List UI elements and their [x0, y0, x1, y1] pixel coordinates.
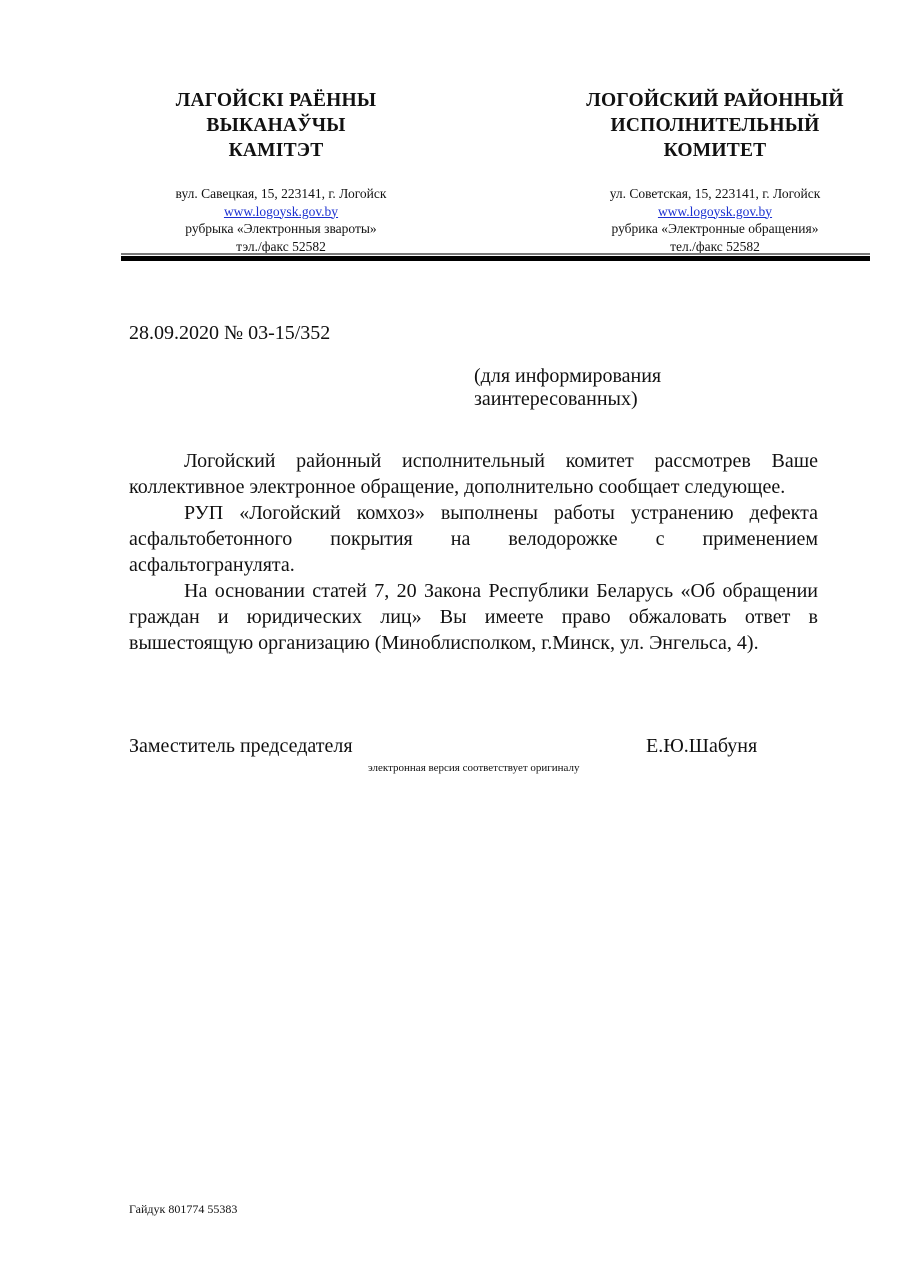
- org-name-line: ВЫКАНАЎЧЫ: [206, 115, 346, 136]
- addressee-line: заинтересованных): [474, 388, 638, 410]
- header-divider-thin: [121, 253, 870, 255]
- website-link[interactable]: www.logoysk.gov.by: [657, 203, 773, 219]
- rubric: рубрика «Электронные обращения»: [611, 221, 819, 236]
- body-paragraph: Логойский районный исполнительный комитет рассмотрев Ваше коллективное электронное обращение, дополнительно сообщает следующее.: [129, 450, 818, 498]
- phone: тел./факс 52582: [670, 238, 760, 254]
- letter-reference: 28.09.2020 № 03-15/352: [129, 322, 331, 344]
- org-name-line: ЛАГОЙСКІ РАЁННЫ: [175, 90, 377, 111]
- body-paragraph: РУП «Логойский комхоз» выполнены работы устранению дефекта асфальтобетонного покрытия на велодорожке с применением асфальтогранулята.: [129, 502, 818, 576]
- website-link[interactable]: www.logoysk.gov.by: [223, 203, 339, 219]
- electronic-version-note: электронная версия соответствует оригиналу: [368, 762, 580, 774]
- org-name-line: КАМІТЭТ: [228, 140, 324, 161]
- contacts-russian: [570, 185, 860, 255]
- phone: тэл./факс 52582: [236, 238, 326, 254]
- org-name-belarusian: [126, 88, 426, 163]
- org-name-line: ИСПОЛНИТЕЛЬНЫЙ: [610, 115, 820, 136]
- addressee-line: (для информирования: [474, 365, 662, 387]
- rubric: рубрыка «Электронныя звароты»: [185, 221, 377, 236]
- letter-body: [129, 448, 818, 656]
- addressee: [474, 365, 661, 411]
- executor-note: Гайдук 801774 55383: [129, 1202, 238, 1216]
- contacts-belarusian: [140, 185, 422, 255]
- org-name-line: КОМИТЕТ: [663, 140, 767, 161]
- signatory-name: Е.Ю.Шабуня: [646, 735, 758, 757]
- signatory-title: Заместитель председателя: [129, 735, 353, 757]
- address: ул. Советская, 15, 223141, г. Логойск: [609, 186, 821, 201]
- address: вул. Савецкая, 15, 223141, г. Логойск: [175, 186, 387, 201]
- header-divider-thick: [121, 256, 870, 261]
- org-name-russian: [560, 88, 870, 163]
- body-paragraph: На основании статей 7, 20 Закона Республики Беларусь «Об обращении граждан и юридических лиц» Вы имеете право обжаловать ответ в вышестоящую организацию (Миноблисполком, г.Минск, ул. Энгельса, 4).: [129, 580, 818, 654]
- org-name-line: ЛОГОЙСКИЙ РАЙОННЫЙ: [586, 90, 844, 111]
